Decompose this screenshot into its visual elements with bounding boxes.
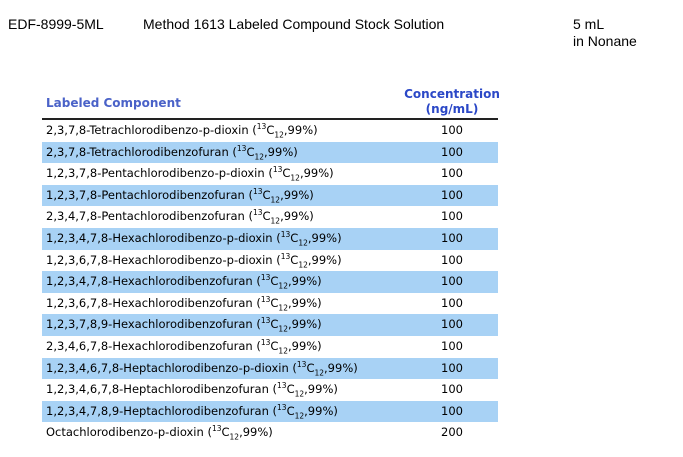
label-suffix: ,99%) bbox=[304, 382, 338, 397]
isotope-element: C bbox=[286, 403, 295, 418]
product-solvent: in Nonane bbox=[573, 33, 637, 49]
table-row bbox=[42, 250, 498, 272]
concentration-value: 100 bbox=[441, 166, 463, 181]
isotope-element: C bbox=[290, 252, 299, 267]
isotope-count: 12 bbox=[294, 411, 305, 421]
compound-base-name: 1,2,3,4,7,8-Hexachlorodibenzofuran bbox=[46, 274, 253, 289]
isotope-label bbox=[252, 273, 322, 291]
isotope-label bbox=[264, 165, 334, 183]
isotope-mass-number: 13 bbox=[252, 208, 263, 218]
compound-name bbox=[46, 271, 322, 293]
concentration-value: 100 bbox=[441, 209, 463, 224]
compound-base-name: 1,2,3,7,8-Pentachlorodibenzofuran bbox=[46, 187, 245, 202]
isotope-element: C bbox=[262, 209, 271, 224]
isotope-label bbox=[273, 253, 342, 267]
label-suffix: ,99%) bbox=[299, 166, 334, 181]
compound-name bbox=[46, 336, 322, 358]
label-prefix: ( bbox=[252, 317, 261, 332]
label-suffix: ,99%) bbox=[304, 403, 338, 418]
compound-base-name: Octachlorodibenzo-p-dioxin bbox=[46, 425, 204, 440]
isotope-mass-number: 13 bbox=[280, 251, 291, 261]
label-suffix: ,99%) bbox=[280, 209, 314, 224]
compound-name bbox=[46, 163, 334, 185]
compound-base-name: 1,2,3,4,7,8-Hexachlorodibenzo-p-dioxin bbox=[46, 230, 273, 245]
label-prefix: ( bbox=[203, 425, 212, 440]
label-prefix: ( bbox=[252, 295, 261, 310]
product-size: 5 mL bbox=[573, 16, 605, 32]
table-row bbox=[42, 120, 498, 142]
label-prefix: ( bbox=[252, 338, 261, 353]
isotope-count: 12 bbox=[254, 151, 265, 161]
compound-base-name: 1,2,3,6,7,8-Hexachlorodibenzo-p-dioxin bbox=[46, 252, 273, 267]
isotope-count: 12 bbox=[274, 130, 284, 140]
isotope-count: 12 bbox=[298, 259, 308, 269]
isotope-count: 12 bbox=[290, 173, 300, 183]
table-row bbox=[42, 206, 498, 228]
concentration-value: 100 bbox=[441, 187, 463, 202]
table-row bbox=[42, 163, 498, 185]
isotope-mass-number: 13 bbox=[252, 186, 263, 196]
isotope-mass-number: 13 bbox=[260, 294, 271, 304]
isotope-mass-number: 13 bbox=[260, 338, 271, 348]
table-row bbox=[42, 142, 498, 164]
concentration-value: 100 bbox=[441, 382, 463, 397]
isotope-element: C bbox=[270, 338, 279, 353]
label-prefix: ( bbox=[272, 252, 281, 267]
isotope-element: C bbox=[286, 382, 295, 397]
compound-name bbox=[46, 250, 342, 272]
compound-name bbox=[46, 228, 342, 250]
compound-name bbox=[46, 185, 314, 207]
compound-name bbox=[46, 422, 273, 444]
isotope-label bbox=[252, 316, 322, 334]
isotope-mass-number: 13 bbox=[260, 273, 271, 283]
isotope-mass-number: 13 bbox=[211, 424, 222, 434]
compound-base-name: 2,3,7,8-Tetrachlorodibenzofuran bbox=[46, 144, 229, 159]
concentration-value: 100 bbox=[441, 317, 463, 332]
isotope-count: 12 bbox=[314, 367, 325, 377]
isotope-mass-number: 13 bbox=[236, 143, 247, 153]
label-suffix: ,99%) bbox=[287, 338, 322, 353]
label-prefix: ( bbox=[272, 230, 281, 245]
isotope-label bbox=[203, 424, 273, 442]
compound-base-name: 1,2,3,6,7,8-Hexachlorodibenzofuran bbox=[46, 295, 253, 310]
isotope-element: C bbox=[306, 360, 315, 375]
compound-name bbox=[46, 401, 338, 423]
table-header bbox=[42, 86, 498, 118]
table-row bbox=[42, 336, 498, 358]
compound-name bbox=[46, 142, 298, 164]
isotope-count: 12 bbox=[278, 281, 288, 291]
label-suffix: ,99%) bbox=[307, 252, 342, 267]
label-prefix: ( bbox=[268, 382, 278, 397]
compound-name bbox=[46, 293, 322, 315]
label-prefix: ( bbox=[252, 274, 261, 289]
table-row bbox=[42, 228, 498, 250]
compound-base-name: 1,2,3,4,6,7,8-Heptachlorodibenzo-p-dioxin bbox=[46, 360, 289, 375]
compound-name bbox=[46, 206, 314, 228]
label-prefix: ( bbox=[244, 187, 253, 202]
concentration-value: 100 bbox=[441, 230, 463, 245]
isotope-mass-number: 13 bbox=[272, 165, 283, 175]
isotope-element: C bbox=[270, 274, 279, 289]
compound-base-name: 2,3,4,6,7,8-Hexachlorodibenzofuran bbox=[46, 338, 253, 353]
isotope-element: C bbox=[270, 317, 279, 332]
concentration-value: 100 bbox=[441, 274, 463, 289]
label-suffix: ,99%) bbox=[280, 187, 314, 202]
isotope-element: C bbox=[221, 425, 230, 440]
table-row bbox=[42, 185, 498, 207]
column-header-concentration-title: Concentration bbox=[404, 87, 500, 101]
concentration-value: 100 bbox=[441, 123, 463, 137]
label-suffix: ,99%) bbox=[283, 123, 318, 137]
label-suffix: ,99%) bbox=[264, 144, 298, 159]
isotope-element: C bbox=[270, 295, 279, 310]
isotope-label bbox=[244, 208, 314, 226]
isotope-label bbox=[272, 230, 342, 248]
column-header-concentration bbox=[397, 87, 507, 117]
compound-name bbox=[46, 358, 358, 380]
label-prefix: ( bbox=[244, 209, 253, 224]
compound-base-name: 2,3,4,7,8-Pentachlorodibenzofuran bbox=[46, 209, 245, 224]
label-suffix: ,99%) bbox=[239, 425, 273, 440]
isotope-element: C bbox=[290, 230, 299, 245]
isotope-mass-number: 13 bbox=[296, 359, 307, 369]
product-description: Method 1613 Labeled Compound Stock Solution bbox=[143, 16, 445, 32]
isotope-element: C bbox=[246, 144, 255, 159]
isotope-count: 12 bbox=[298, 238, 308, 248]
label-suffix: ,99%) bbox=[287, 295, 322, 310]
isotope-count: 12 bbox=[278, 324, 288, 334]
isotope-label bbox=[229, 145, 298, 159]
isotope-element: C bbox=[266, 123, 275, 137]
isotope-element: C bbox=[282, 166, 291, 181]
compound-base-name: 1,2,3,4,7,8,9-Heptachlorodibenzofuran bbox=[46, 403, 269, 418]
isotope-element: C bbox=[262, 187, 271, 202]
compound-name bbox=[46, 120, 318, 142]
table-body bbox=[42, 120, 498, 444]
label-suffix: ,99%) bbox=[324, 360, 358, 375]
compound-table bbox=[42, 86, 498, 444]
concentration-value: 100 bbox=[441, 403, 463, 418]
table-row bbox=[42, 379, 498, 401]
table-row bbox=[42, 422, 498, 444]
isotope-mass-number: 13 bbox=[277, 381, 287, 391]
concentration-value: 200 bbox=[441, 425, 463, 440]
compound-base-name: 2,3,7,8-Tetrachlorodibenzo-p-dioxin bbox=[46, 123, 249, 137]
isotope-mass-number: 13 bbox=[260, 316, 271, 326]
isotope-label bbox=[268, 402, 338, 421]
isotope-count: 12 bbox=[278, 346, 288, 356]
table-row bbox=[42, 401, 498, 423]
compound-name bbox=[46, 314, 322, 336]
product-code: EDF-8999-5ML bbox=[8, 16, 104, 32]
concentration-value: 100 bbox=[441, 338, 463, 353]
isotope-count: 12 bbox=[229, 432, 240, 442]
isotope-count: 12 bbox=[270, 195, 281, 205]
label-prefix: ( bbox=[264, 166, 273, 181]
concentration-value: 100 bbox=[441, 144, 463, 159]
isotope-count: 12 bbox=[270, 216, 281, 226]
isotope-mass-number: 13 bbox=[280, 230, 291, 240]
label-prefix: ( bbox=[248, 123, 257, 137]
isotope-label bbox=[289, 361, 358, 375]
concentration-value: 100 bbox=[441, 360, 463, 375]
concentration-value: 100 bbox=[441, 295, 463, 310]
concentration-value: 100 bbox=[441, 252, 463, 267]
label-prefix: ( bbox=[228, 144, 237, 159]
column-header-concentration-unit: (ng/mL) bbox=[425, 102, 479, 116]
isotope-label bbox=[252, 338, 322, 356]
isotope-mass-number: 13 bbox=[277, 402, 287, 412]
compound-base-name: 1,2,3,7,8-Pentachlorodibenzo-p-dioxin bbox=[46, 166, 265, 181]
label-prefix: ( bbox=[268, 403, 278, 418]
label-suffix: ,99%) bbox=[287, 317, 322, 332]
label-suffix: ,99%) bbox=[307, 230, 342, 245]
table-row bbox=[42, 314, 498, 336]
isotope-count: 12 bbox=[294, 389, 305, 399]
compound-base-name: 1,2,3,7,8,9-Hexachlorodibenzofuran bbox=[46, 317, 253, 332]
isotope-count: 12 bbox=[278, 303, 288, 313]
isotope-mass-number: 13 bbox=[256, 122, 267, 132]
isotope-label bbox=[252, 294, 322, 313]
isotope-label bbox=[244, 186, 314, 205]
compound-base-name: 1,2,3,4,6,7,8-Heptachlorodibenzofuran bbox=[46, 382, 269, 397]
table-row bbox=[42, 271, 498, 293]
table-row bbox=[42, 358, 498, 380]
table-row bbox=[42, 293, 498, 315]
label-prefix: ( bbox=[288, 360, 297, 375]
isotope-label bbox=[248, 122, 318, 140]
label-suffix: ,99%) bbox=[287, 274, 322, 289]
column-header-component: Labeled Component bbox=[46, 96, 181, 110]
compound-name bbox=[46, 379, 338, 401]
isotope-label bbox=[268, 381, 338, 399]
